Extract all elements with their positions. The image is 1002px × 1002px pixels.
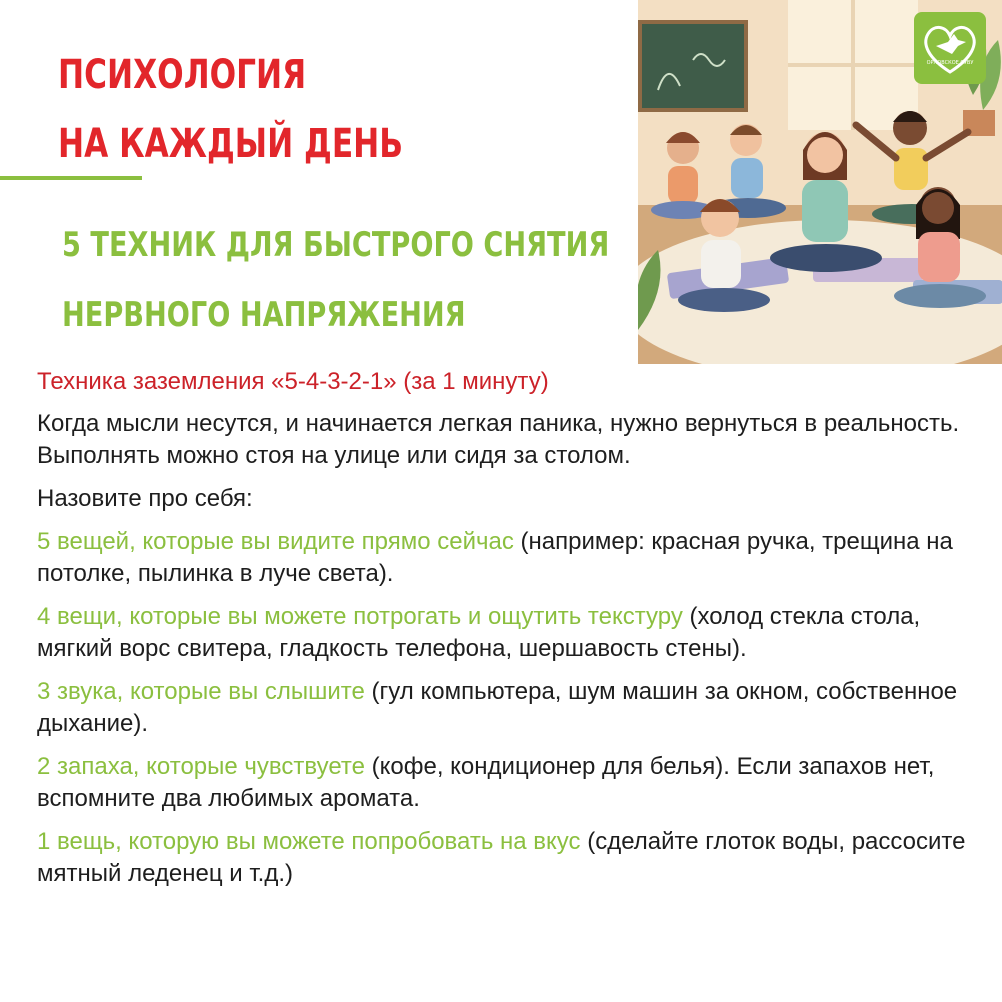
list-item: [37, 826, 987, 890]
item-lead: 4 вещи, которые вы можете потрогать и ощутить текстуру: [37, 603, 683, 630]
list-item: [37, 601, 987, 665]
logo-text: ОРЛОВСКОЕ СУВУ: [926, 60, 974, 66]
subtitle-line-2: НЕРВНОГО НАПРЯЖЕНИЯ: [62, 295, 466, 335]
prompt-text: Назовите про себя:: [37, 485, 253, 512]
intro-paragraph: Когда мысли несутся, и начинается легкая паника, нужно вернуться в реальность. Выполнять можно стоя на улице или сидя за столом.: [37, 410, 960, 469]
title-underline: [0, 176, 142, 180]
item-lead: 2 запаха, которые чувствуете: [37, 753, 365, 780]
item-detail: (холод стекла стола, мягкий ворс свитера, гладкость телефона, шершавость стены).: [37, 603, 921, 662]
page-title-line-1: ПСИХОЛОГИЯ: [58, 52, 307, 98]
item-detail: (кофе, кондиционер для белья). Если запахов нет, вспомните два любимых аромата.: [37, 753, 935, 812]
item-lead: 1 вещь, которую вы можете попробовать на вкус: [37, 828, 581, 855]
item-lead: 3 звука, которые вы слышите: [37, 678, 365, 705]
item-lead: 5 вещей, которые вы видите прямо сейчас: [37, 528, 514, 555]
technique-title: Техника заземления «5-4-3-2-1» (за 1 минуту): [37, 368, 549, 395]
item-detail: (сделайте глоток воды, рассосите мятный леденец и т.д.): [37, 828, 966, 887]
list-item: [37, 676, 987, 740]
page-title-line-2: НА КАЖДЫЙ ДЕНЬ: [58, 121, 404, 167]
list-item: [37, 526, 987, 590]
list-item: [37, 751, 987, 815]
logo-badge: [914, 12, 986, 84]
item-detail: (гул компьютера, шум машин за окном, собственное дыхание).: [37, 678, 958, 737]
meditation-illustration: [638, 0, 1002, 364]
subtitle-line-1: 5 ТЕХНИК ДЛЯ БЫСТРОГО СНЯТИЯ: [62, 225, 610, 265]
item-detail: (например: красная ручка, трещина на потолке, пылинка в луче света).: [37, 528, 953, 587]
article-body: [37, 366, 987, 890]
